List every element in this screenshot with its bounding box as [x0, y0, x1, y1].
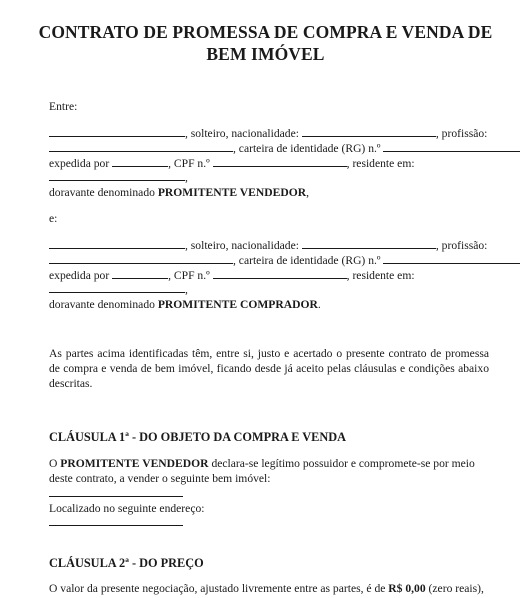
intro-paragraph: As partes acima identificadas têm, entre si, justo e acertado o presente contrato de promessa de compra e venda de bem imóvel, ficando desde já aceito pelas cláusulas e condições abaixo descritas.	[49, 347, 489, 390]
buyer-cpf-blank[interactable]	[213, 268, 347, 279]
seller-line-1	[49, 126, 521, 141]
cpf-label: , CPF n.º	[168, 157, 210, 170]
document-title-line-2: BEM IMÓVEL	[206, 44, 325, 64]
document-title-line-1: CONTRATO DE PROMESSA DE COMPRA E VENDA DE	[38, 22, 493, 42]
seller-designation: doravante denominado PROMITENTE VENDEDOR,	[49, 186, 310, 199]
clausula-2-paragraph: O valor da presente negociação, ajustado livremente entre as partes, é de R$ 0,00 (zero reais),	[49, 582, 484, 595]
clausula-2-heading: CLÁUSULA 2ª - DO PREÇO	[49, 556, 204, 570]
seller-address-blank[interactable]	[49, 170, 185, 181]
seller-issuer-blank[interactable]	[112, 156, 168, 167]
buyer-address-blank[interactable]	[49, 282, 185, 293]
seller-line-4: ,	[49, 170, 521, 185]
localizado-label: Localizado no seguinte endereço:	[49, 502, 205, 515]
buyer-profession-blank[interactable]	[49, 253, 233, 264]
seller-line-3	[49, 156, 521, 171]
seller-nationality-blank[interactable]	[302, 126, 436, 137]
solteiro-label: , solteiro, nacionalidade:	[185, 127, 299, 140]
buyer-line-1: , solteiro, nacionalidade: , profissão:	[49, 238, 521, 253]
buyer-nationality-blank[interactable]	[302, 238, 436, 249]
price-value: R$ 0,00	[388, 582, 426, 595]
entre-label: Entre:	[49, 100, 78, 113]
carteira-label: , carteira de identidade (RG) n.º	[233, 142, 381, 155]
seller-profession-blank[interactable]	[49, 141, 233, 152]
address-blank-line	[49, 515, 521, 530]
e-label: e:	[49, 212, 58, 225]
property-address-blank[interactable]	[49, 515, 183, 526]
profissao-label: , profissão:	[435, 127, 488, 140]
buyer-issuer-blank[interactable]	[112, 268, 168, 279]
clausula-1-heading: CLÁUSULA 1ª - DO OBJETO DA COMPRA E VENDA	[49, 430, 347, 444]
property-description-blank[interactable]	[49, 486, 183, 497]
seller-name-blank[interactable]	[49, 126, 185, 137]
promitente-vendedor-role: PROMITENTE VENDEDOR	[157, 186, 307, 199]
seller-rg-blank[interactable]	[383, 141, 520, 152]
expedida-label: expedida por	[49, 157, 110, 170]
buyer-rg-blank[interactable]	[383, 253, 520, 264]
buyer-line-2: , carteira de identidade (RG) n.º	[49, 253, 521, 268]
buyer-line-4: ,	[49, 282, 521, 297]
buyer-designation: doravante denominado PROMITENTE COMPRADOR.	[49, 298, 321, 311]
property-blank-line	[49, 486, 521, 501]
clausula-1-paragraph: O PROMITENTE VENDEDOR declara-se legítimo possuidor e compromete-se por meio deste contrato, a vender o seguinte bem imóvel:	[49, 457, 475, 485]
seller-line-2	[49, 141, 521, 156]
buyer-name-blank[interactable]	[49, 238, 185, 249]
seller-cpf-blank[interactable]	[213, 156, 347, 167]
promitente-comprador-role: PROMITENTE COMPRADOR	[157, 298, 318, 311]
buyer-line-3: expedida por , CPF n.º , residente em:	[49, 269, 415, 282]
residente-label: , residente em:	[346, 157, 415, 170]
